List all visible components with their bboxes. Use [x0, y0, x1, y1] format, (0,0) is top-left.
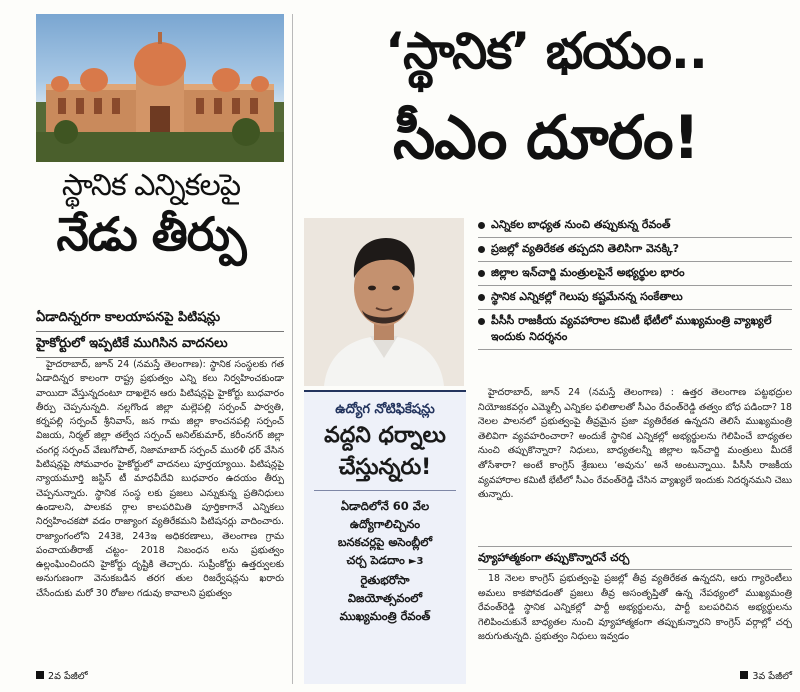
left-headline-line2: నేడు తీర్పు [56, 207, 246, 261]
left-continued-text: 2వ పేజీలో [48, 671, 88, 682]
left-article-body [36, 358, 284, 601]
main-article-body [478, 386, 792, 503]
main-body-paragraph-2: 18 నెలల కాంగ్రెస్ ప్రభుత్వంపై ప్రజల్లో తీవ్ర వ్యతిరేకత ఉన్నదని, ఆరు గ్యారెంటీలు అమలు కాకపోవడంతో ప్రజలు తీవ్ర అసంతృప్తితో ఉన్న నేపథ్యంలో ముఖ్యమంత్రి రేవంత్‌రెడ్డి స్థానిక ఎన్నికల్లో పార్టీ అభ్యర్థులను, పార్టీ బలపరిచిన అభ్యర్థులను గెలిపించుకునే బాధ్యతల నుంచి వ్యూహాత్మకంగా తప్పుకున్నారని కాంగ్రెస్ వర్గాల్లో చర్చ జరుగుతున్నది. ప్రభుత్వం నిధులు ఇవ్వడం [478, 573, 792, 643]
left-subheading-1: ఏడాదిన్నరగా కాలయాపనపై పిటిషన్లు [36, 306, 284, 332]
box-line-2: ఉద్యోగాలిచ్చినం [349, 517, 421, 531]
box-title: వద్దని ధర్నాలు చేస్తున్నరు! [324, 423, 446, 480]
highlight-text: పీసీసీ రాజకీయ వ్యవహారాల కమిటీ భేటీలో ముఖ్యమంత్రి వ్యాఖ్యలే ఇందుకు నిదర్శనం [491, 314, 772, 343]
bullet-dot-icon [478, 318, 485, 325]
highlight-text: ప్రజల్లో వ్యతిరేకత తప్పదని తెలిసిగా వెనక్కి? [491, 242, 679, 255]
box-line-7: ముఖ్యమంత్రి రేవంత్ [339, 609, 431, 623]
box-page-ref: 3 [416, 556, 424, 567]
main-continued-text: 3వ పేజీలో [752, 671, 792, 682]
main-headline-line2: సీఎం దూరం! [393, 103, 699, 173]
highlight-text: ఎన్నికల బాధ్యత నుంచి తప్పుకున్న రేవంత్ [491, 218, 671, 231]
arrow-right-icon: ► [408, 556, 417, 567]
bullet-dot-icon [478, 222, 485, 229]
main-story [300, 14, 792, 684]
bullet-dot-icon [478, 270, 485, 277]
highlight-item [478, 310, 792, 350]
left-continued [36, 670, 284, 684]
left-subheading-2: హైకోర్టులో ఇప్పటికే ముగిసిన వాదనలు [36, 332, 284, 358]
highlights-list [478, 214, 792, 350]
left-headline [18, 166, 284, 262]
chief-minister-photo [304, 218, 464, 386]
sidebar-quote-box [304, 390, 466, 684]
main-body-paragraph-1: హైదరాబాద్, జూన్ 24 (నమస్తే తెలంగాణ) : ఉత్తర తెలంగాణ పట్టభద్రుల నియోజకవర్గం ఎమ్మెల్సీ ఎన్నికల ఫలితాలతో సీఎం రేవంత్‌రెడ్డి తత్వం బోధ పడిందా? 18 నెలల పాలనలో ప్రభుత్వంపై తీవ్రమైన ప్రజా వ్యతిరేకత ఉన్నదని తెలిసే ముఖ్యమంత్రి తెలివిగా వ్యవహరించారా? అందుకే స్థానిక ఎన్నికల్లో అభ్యర్థులను గెలిపించే బాధ్యతల నుంచి తప్పుకొన్నారా? నిధులు, బాధ్యతలన్నీ జిల్లాల ఇన్‌చార్జి మంత్రులు మీదకే తోసేశారా? అంటే కాంగ్రెస్ శ్రేణులు ‘అవును’ అనే అంటున్నాయి. పీసీసీ రాజకీయ వ్యవహారాల కమిటీ భేటీలో సీఎం రేవంత్‌రెడ్డి చేసిన వ్యాఖ్యలే ఇందుకు నిదర్శనమని చెబు తున్నారు. [478, 387, 792, 501]
highlight-item [478, 262, 792, 286]
left-body-paragraph: హైదరాబాద్, జూన్ 24 (నమస్తే తెలంగాణ): స్థానిక సంస్థలకు గత ఏడాదిన్నర కాలంగా రాష్ట్ర ప్రభుత్వం ఎన్ని కలు నిర్వహించకుండా వాయిదా వేస్తున్నదంటూ దాఖలైన ఆరు పిటిషన్లపై హైకోర్టు బుధవారం తీర్పు చెప్పనున్నది. నల్లగొండ జిల్లా మల్లెపల్లి సర్పంచ్ పార్వతి, కర్నపల్లి సర్పంచ్ శ్రీనివాస్, జన గామ జిల్లా కాంచనపల్లి సర్పంచ్ విజయ, నిర్మల్ జిల్లా తల్వేద సర్పంచ్ అనిల్‌కుమార్, కరీంనగర్ జిల్లా చంగర్ల సర్పంచ్ వేణుగోపాల్, నిజామాబాద్ సర్పంచ్ మురళీ ధర్ వేసిన పిటిషన్లపై సోమవారం హైకోర్టులో వాదనలు పూర్తయ్యాయి. పిటిషన్లపై న్యాయమూర్తి జస్టిస్ టీ మాధవీదేవి బుధవారం ఉదయం తీర్పు చెప్పనున్నారు. స్థానిక సంస్థ లకు ప్రజలు ఎన్నుకున్న ప్రతినిధులు ఉండాలని, పాలకవ ర్గాల కాలపరిమితి పూర్తికాగానే ఎన్నికలు నిర్వహించకపో వడం రాజ్యాంగ వ్యతిరేకమని పిటిషనర్లు వాదించారు. రాజ్యాంగంలోని 243కె, 243ఇ అధికరణాలు, తెలంగాణ గ్రామ పంచాయతీరాజ్ చట్టం- 2018 నిబంధన లను ప్రభుత్వం ఉల్లంఘించిందని హైకోర్టు దృష్టికి తెచ్చారు. సుప్రీంకోర్టు ఉత్తర్వులకు అనుగుణంగా వెనుకబడిన తరగ తుల రిజర్వేషన్లను ఖరారు చేసేందుకు మరో 30 రోజుల గడువు కావాలని ప్రభుత్వం [36, 359, 284, 599]
main-article-body-2 [478, 572, 792, 645]
highlight-text: జిల్లాల ఇన్‌చార్జి మంత్రులపైనే అభ్యర్థుల భారం [491, 266, 685, 279]
highlight-text: స్థానిక ఎన్నికల్లో గెలుపు కష్టమేనన్న సంకేతాలు [491, 290, 683, 303]
box-line-3: బనకచర్లపై అసెంబ్లీలో [337, 535, 433, 549]
box-divider [314, 490, 456, 491]
highlight-item [478, 214, 792, 238]
box-line-5: రైతుభరోసా [360, 573, 410, 587]
box-kicker: ఉద్యోగ నోటిఫికేషన్లు [335, 402, 435, 417]
left-headline-line1: స్థానిక ఎన్నికలపై [61, 168, 241, 203]
main-headline-line1: ‘స్థానిక’ భయం.. [385, 22, 707, 80]
box-line-4-row [310, 551, 460, 571]
main-headline [300, 14, 792, 188]
column-divider [292, 14, 293, 684]
highlight-item [478, 286, 792, 310]
highlight-item [478, 238, 792, 262]
left-subheadings [36, 306, 284, 358]
bullet-dot-icon [478, 294, 485, 301]
box-line-1: ఏడాదిలోనే 60 వేల [340, 499, 430, 513]
high-court-building-photo [36, 14, 284, 162]
continued-marker-icon [36, 671, 44, 679]
box-line-6: విజయోత్సవంలో [347, 591, 423, 605]
left-column [18, 14, 284, 684]
main-continued [480, 670, 792, 684]
box-line-4: చర్చ పెడదాం [346, 553, 405, 567]
bullet-dot-icon [478, 246, 485, 253]
continued-marker-icon [740, 671, 748, 679]
main-subheading: వ్యూహాత్మకంగా తప్పుకొన్నారనే చర్చ [478, 546, 792, 570]
